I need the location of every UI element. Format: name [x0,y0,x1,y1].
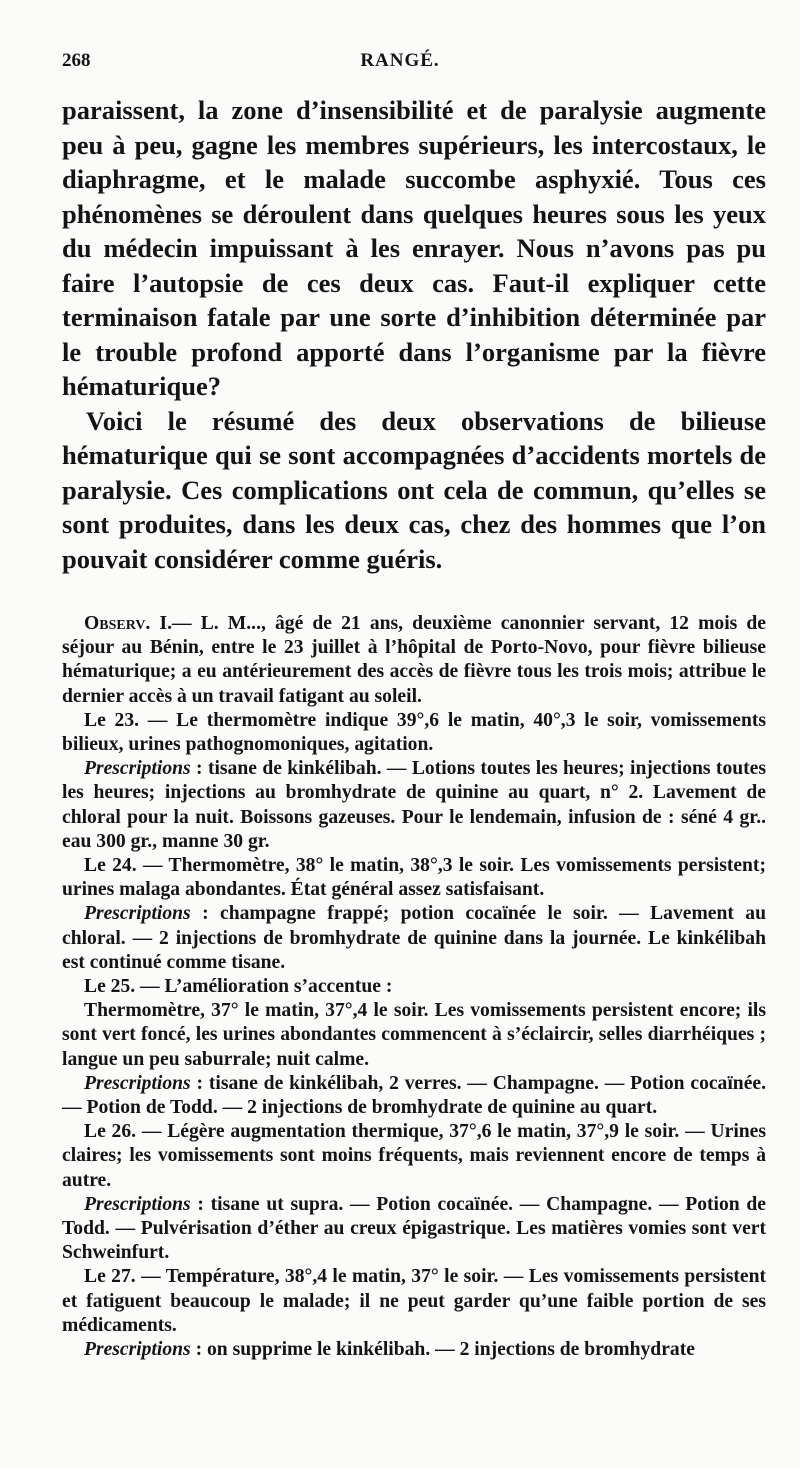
entry-text: Le 24. — Thermomètre, 38° le matin, 38°,3 le soir. Les vomissements persistent; urines malaga abondantes. État général assez satisfaisant. [62,855,766,901]
observation-entry [62,1120,766,1193]
entry-text: Thermomètre, 37° le matin, 37°,4 le soir. Les vomissements persistent encore; ils sont vert foncé, les urines abondantes commencent à s’éclaircir, selles diarrhéiques ; langue un peu saburrale; nuit calme. [62,1000,766,1070]
observation-entry [62,854,766,902]
observation-entry [62,757,766,854]
main-text [62,93,766,576]
entry-text: : on supprime le kinkélibah. — 2 injections de bromhydrate [190,1339,695,1361]
entry-text: Le 25. — L’amélioration s’accentue : [84,976,393,998]
observation-entry [62,1072,766,1120]
page-number: 268 [62,50,91,71]
observation-entry [62,902,766,975]
page-body [62,93,766,1362]
paragraph-continued: paraissent, la zone d’insensibilité et de paralysie augmente peu à peu, gagne les membres supérieurs, les intercostaux, le diaphragme, et le malade succombe asphyxié. Tous ces phénomènes se déroulent dans quelques heures sous les yeux du médecin impuissant à les enrayer. Nous n’avons pas pu faire l’autopsie de ces deux cas. Faut-il expliquer cette terminaison fatale par une sorte d’inhibition déterminée par le trouble profond apporté dans l’organisme par la fièvre hématurique? [62,95,766,401]
paragraph-summary: Voici le résumé des deux observations de bilieuse hématurique qui se sont accompagnées d’accidents mortels de paralysie. Ces complications ont cela de commun, qu’elles se sont produites, dans les deux cas, chez des hommes que l’on pouvait considérer comme guéris. [62,405,766,574]
observation-entry [62,1338,766,1362]
observation-entries [62,709,766,1362]
observation-entry [62,1265,766,1338]
observation-entry [62,709,766,757]
entry-text: : tisane de kinkélibah. — Lotions toutes les heures; injections toutes les heures; injections au bromhydrate de quinine au quart, n° 2. Lavement de chloral pour la nuit. Boissons gazeuses. Pour le lendemain, infusion de : séné 4 gr.. eau 300 gr., manne 30 gr. [62,758,766,852]
observation-entry [62,1193,766,1266]
page-header [62,50,738,76]
entry-text: Le 26. — Légère augmentation thermique, 37°,6 le matin, 37°,9 le soir. — Urines claires; les vomissements sont moins fréquents, mais reviennent encore de temps à autre. [62,1121,766,1191]
observation-intro-text: — L. M..., âgé de 21 ans, deuxième canonnier servant, 12 mois de séjour au Bénin, entre le 23 juillet à l’hôpital de Porto-Novo, pour fièvre bilieuse hématurique; a eu antérieurement des accès de fièvre tous les trois mois; attribue le dernier accès à un travail fatigant au soleil. [62,613,766,707]
prescriptions-label: Prescriptions [84,1339,191,1361]
entry-text: : champagne frappé; potion cocaïnée le soir. — Lavement au chloral. — 2 injections de bromhydrate de quinine dans la journée. Le kinkélibah est continué comme tisane. [62,903,766,973]
entry-text: : tisane de kinkélibah, 2 verres. — Champagne. — Potion cocaïnée. — Potion de Todd. — 2 injections de bromhydrate de quinine au quart. [62,1072,766,1119]
entry-text: Le 23. — Le thermomètre indique 39°,6 le matin, 40°,3 le soir, vomissements bilieux, urines pathognomoniques, agitation. [62,709,766,756]
prescriptions-label: Prescriptions [84,1193,191,1215]
observation-entry [62,999,766,1072]
entry-text: Le 27. — Température, 38°,4 le matin, 37° le soir. — Les vomissements persistent et fatiguent beaucoup le malade; il ne peut garder qu’une faible portion de ses médicaments. [62,1266,766,1336]
entry-text: : tisane ut supra. — Potion cocaïnée. — Champagne. — Potion de Todd. — Pulvérisation d’éther au creux épigastrique. Les matières vomies sont vert Schweinfurt. [62,1193,766,1264]
observation-entry [62,975,766,999]
observation-block [62,612,766,1362]
observation-heading: Observ. I. [84,613,172,634]
prescriptions-label: Prescriptions [84,758,191,780]
prescriptions-label: Prescriptions [84,1072,191,1094]
observation-intro [62,612,766,709]
running-title: RANGÉ. [360,50,440,71]
prescriptions-label: Prescriptions [84,903,191,925]
